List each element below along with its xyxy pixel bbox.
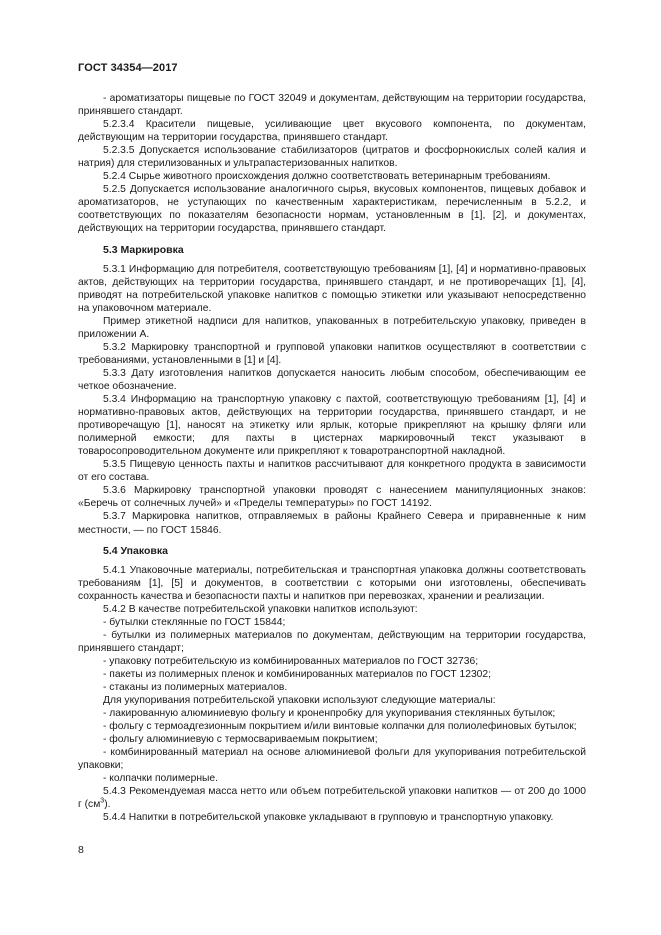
page-number: 8	[78, 844, 84, 856]
cubic-superscript: 3	[100, 798, 105, 806]
paragraph-5-4-1: 5.4.1 Упаковочные материалы, потребительская и транспортная упаковка должны соответствовать требованиям [1], [5] и документов, в соответствии с которыми они изготовлены, обеспечивать сохранность качества и безопасности пахты и напитков при перевозках, хранении и реализации.	[78, 564, 586, 602]
list-item-lacquered-foil: - лакированную алюминиевую фольгу и кроненпробку для укупоривания стеклянных бутылок;	[103, 708, 556, 720]
paragraph-5-3-1: 5.3.1 Информацию для потребителя, соответствующую требованиям [1], [4] и нормативно-правовых актов, действующих на территории государства, принявшего стандарт, и не противоречащих [1], [4], приводят на потребительской упаковке напитков с помощью этикетки или указывают непосредственно на упаковочном материале.	[78, 263, 586, 314]
paragraph-5-3-2: 5.3.2 Маркировку транспортной и групповой упаковки напитков осуществляют в соответствии с требованиями, установленными в [1] и [4].	[78, 341, 586, 366]
paragraph-5-4-2: 5.4.2 В качестве потребительской упаковки напитков используют:	[103, 603, 418, 615]
paragraph-5-2-3-5: 5.2.3.5 Допускается использование стабилизаторов (цитратов и фосфорнокислых солей калия и натрия) для стерилизованных и ультрапастеризованных напитков.	[78, 145, 586, 170]
paragraph-5-4-3-end: ).	[104, 799, 111, 811]
list-item-glass-bottles: - бутылки стеклянные по ГОСТ 15844;	[103, 616, 286, 628]
paragraph-5-2-4: 5.2.4 Сырье животного происхождения должно соответствовать ветеринарным требованиям.	[103, 171, 551, 183]
section-heading-marking: 5.3 Маркировка	[103, 243, 184, 256]
paragraph-5-4-3	[78, 785, 586, 811]
paragraph-closure-materials: Для укупоривания потребительской упаковки используют следующие материалы:	[103, 695, 496, 707]
list-item-combined-foil: - комбинированный материал на основе алюминиевой фольги для укупоривания потребительской упаковки;	[78, 747, 586, 772]
list-item-polymer-cups: - стаканы из полимерных материалов.	[103, 682, 288, 694]
paragraph-5-3-3: 5.3.3 Дату изготовления напитков допускается наносить любым способом, обеспечивающим ее четкое обозначение.	[78, 367, 586, 392]
paragraph-flavorings: - ароматизаторы пищевые по ГОСТ 32049 и документам, действующим на территории государства, принявшего стандарт.	[78, 93, 586, 118]
paragraph-5-4-4: 5.4.4 Напитки в потребительской упаковке укладывают в групповую и транспортную упаковку.	[103, 812, 554, 824]
paragraph-5-3-6: 5.3.6 Маркировку транспортной упаковки проводят с нанесением манипуляционных знаков: «Беречь от солнечных лучей» и «Пределы температуры» по ГОСТ 14192.	[78, 485, 586, 510]
paragraph-label-example: Пример этикетной надписи для напитков, упакованных в потребительскую упаковку, приведен в приложении А.	[78, 315, 586, 340]
paragraph-5-4-3-text: 5.4.3 Рекомендуемая масса нетто или объем потребительской упаковки напитков — от 200 до 1000 г (см	[78, 786, 586, 811]
document-body	[78, 92, 586, 825]
paragraph-5-2-5: 5.2.5 Допускается использование аналогичного сырья, вкусовых компонентов, пищевых добавок и ароматизаторов, не уступающих по качественным характеристикам, перечисленным в 5.2.2, и соответствующих по показателям безопасности нормам, установленным в [1], [2], и документах, действующих на территории государства, принявшего стандарт.	[78, 184, 586, 235]
list-item-heat-seal-foil: - фольгу алюминиевую с термосвариваемым покрытием;	[103, 734, 378, 746]
document-header: ГОСТ 34354—2017	[78, 62, 178, 74]
list-item-thermoadhesive-foil: - фольгу с термоадгезионным покрытием и/или винтовые колпачки для полиолефиновых бутылок;	[103, 721, 577, 733]
list-item-polymer-caps: - колпачки полимерные.	[103, 773, 219, 785]
paragraph-5-3-7: 5.3.7 Маркировка напитков, отправляемых в районы Крайнего Севера и приравненные к ним местности, — по ГОСТ 15846.	[78, 511, 586, 536]
section-heading-packaging: 5.4 Упаковка	[103, 544, 168, 557]
paragraph-5-3-5: 5.3.5 Пищевую ценность пахты и напитков рассчитывают для конкретного продукта в зависимости от его состава.	[78, 459, 586, 484]
paragraph-5-3-4: 5.3.4 Информацию на транспортную упаковку с пахтой, соответствующую требованиям [1], [4] и нормативно-правовых актов, действующих на территории государства, принявшего стандарт, и не противоречащую [1], наносят на этикетку или ярлык, которые прикрепляют на крышку фляги или полимерной емкости; для пахты в цистернах маркировочный текст указывают в товаросопроводительном документе или прикрепляют к товаротранспортной накладной.	[78, 394, 586, 458]
list-item-film-bags: - пакеты из полимерных пленок и комбинированных материалов по ГОСТ 12302;	[103, 668, 491, 680]
list-item-combined-packaging: - упаковку потребительскую из комбинированных материалов по ГОСТ 32736;	[103, 655, 479, 667]
list-item-polymer-bottles: - бутылки из полимерных материалов по документам, действующим на территории государства, принявшего стандарт;	[78, 629, 586, 654]
paragraph-5-2-3-4: 5.2.3.4 Красители пищевые, усиливающие цвет вкусового компонента, по документам, действующим на территории государства, принявшего стандарт.	[78, 119, 586, 144]
